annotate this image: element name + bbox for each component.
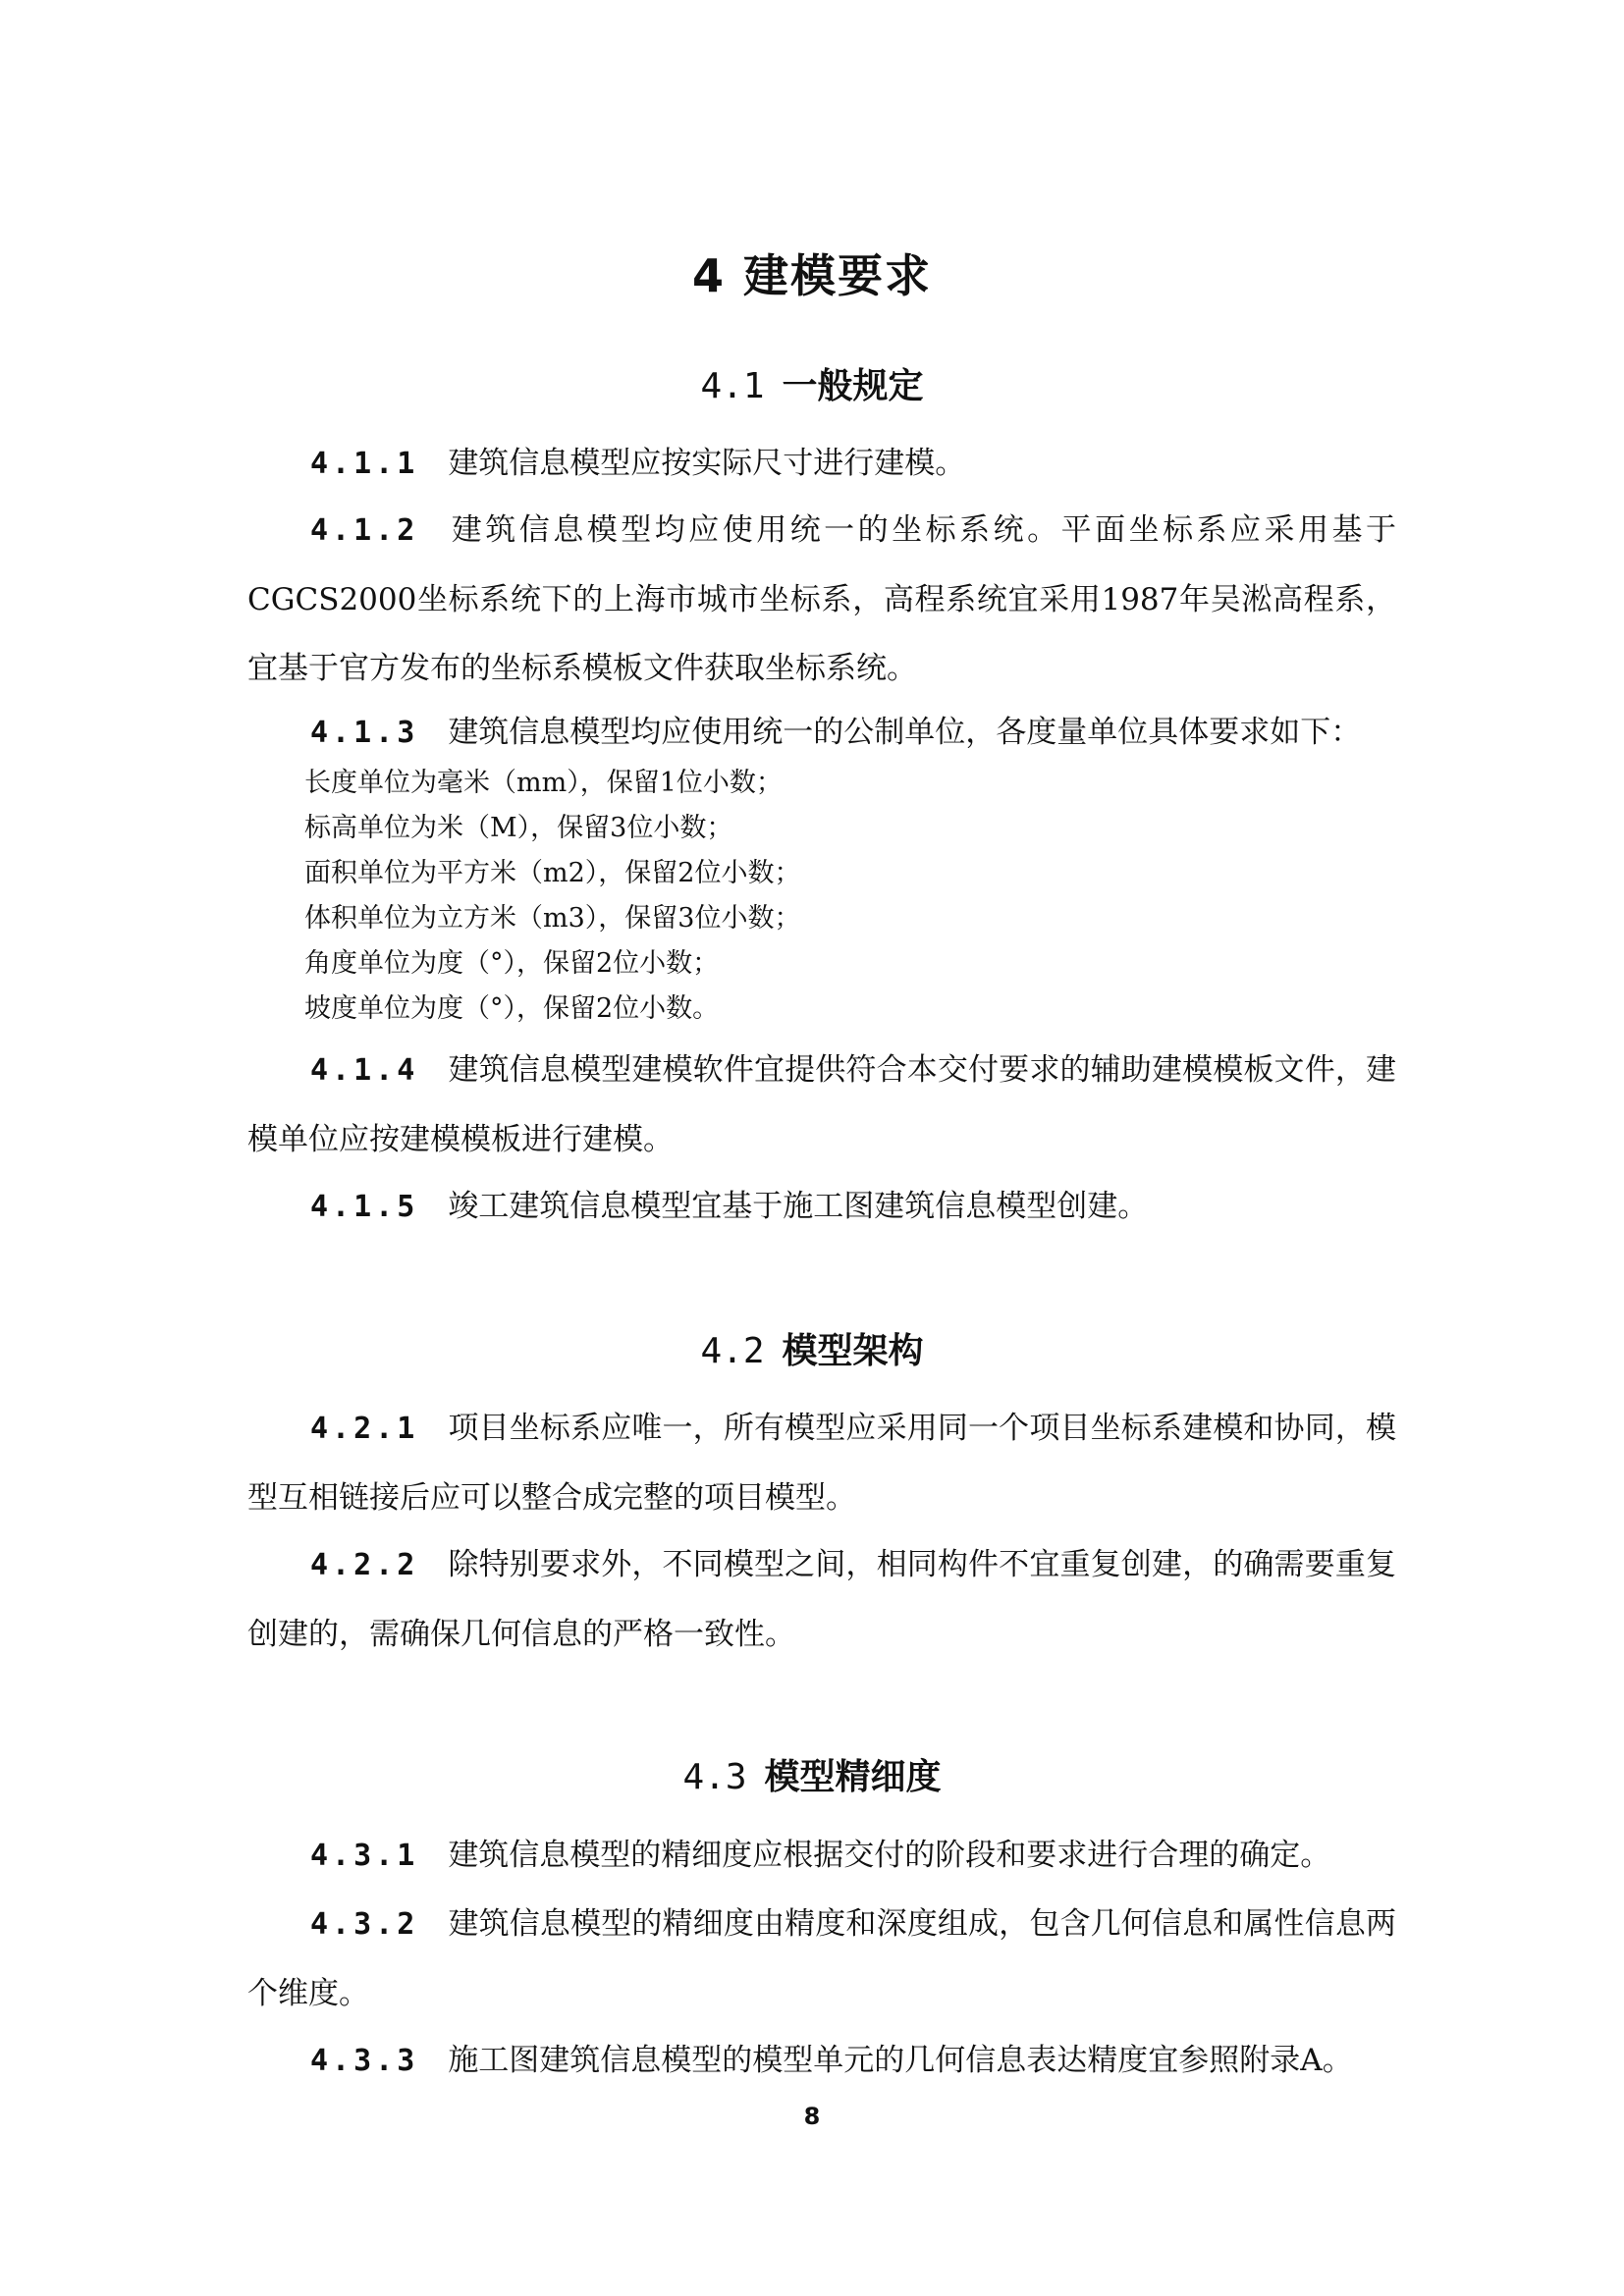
section-heading-4-1 (0, 358, 1624, 408)
unit-item-volume: 体积单位为立方米（m3），保留3位小数； (304, 903, 801, 934)
clause-text: 建筑信息模型均应使用统一的公制单位，各度量单位具体要求如下： (448, 715, 1362, 750)
section-title: 一般规定 (782, 366, 924, 406)
clause-text: 建筑信息模型建模软件宜提供符合本交付要求的辅助建模模板文件，建模单位应按建模模板进行建模。 (247, 1052, 1396, 1157)
clause-text: 建筑信息模型的精细度应根据交付的阶段和要求进行合理的确定。 (448, 1838, 1331, 1873)
clause-4-2-2 (247, 1530, 1396, 1669)
clause-4-3-3 (247, 2026, 1396, 2096)
section-heading-4-2 (0, 1323, 1624, 1373)
clause-4-3-2 (247, 1890, 1396, 2028)
section-title: 模型精细度 (764, 1757, 942, 1797)
clause-4-1-1 (247, 429, 1396, 499)
clause-number: 4.2.1 (310, 1412, 419, 1446)
unit-item-area: 面积单位为平方米（m2），保留2位小数； (304, 858, 801, 888)
page-number: 8 (803, 2103, 821, 2130)
clause-number: 4.1.2 (310, 513, 419, 548)
clause-number: 4.1.3 (310, 716, 419, 750)
clause-number: 4.1.5 (310, 1190, 419, 1224)
clause-4-1-3 (247, 698, 1396, 768)
clause-text: 施工图建筑信息模型的模型单元的几何信息表达精度宜参照附录A。 (448, 2043, 1353, 2078)
clause-number: 4.1.4 (310, 1053, 419, 1088)
section-title: 模型架构 (782, 1331, 924, 1371)
clause-number: 4.2.2 (310, 1548, 419, 1582)
section-number: 4.1 (700, 366, 765, 406)
clause-text: 除特别要求外，不同模型之间，相同构件不宜重复创建，的确需要重复创建的，需确保几何信息的严格一致性。 (247, 1547, 1396, 1652)
clause-4-1-4 (247, 1036, 1396, 1174)
unit-item-length: 长度单位为毫米（mm），保留1位小数； (304, 768, 783, 798)
clause-number: 4.3.2 (310, 1907, 419, 1942)
chapter-title: 4 建模要求 (691, 249, 933, 302)
unit-item-slope: 坡度单位为度（°），保留2位小数。 (304, 993, 720, 1024)
clause-text: 项目坐标系应唯一，所有模型应采用同一个项目坐标系建模和协同，模型互相链接后应可以整合成完整的项目模型。 (247, 1411, 1396, 1516)
unit-item-elevation: 标高单位为米（M），保留3位小数； (304, 813, 733, 843)
clause-text: 建筑信息模型应按实际尺寸进行建模。 (448, 446, 966, 481)
clause-text: 建筑信息模型的精细度由精度和深度组成，包含几何信息和属性信息两个维度。 (247, 1906, 1396, 2011)
clause-4-2-1 (247, 1394, 1396, 1532)
section-number: 4.2 (700, 1331, 765, 1371)
clause-4-1-5 (247, 1172, 1396, 1242)
section-number: 4.3 (682, 1757, 747, 1797)
unit-item-angle: 角度单位为度（°），保留2位小数； (304, 948, 720, 979)
clause-number: 4.3.3 (310, 2044, 419, 2078)
clause-number: 4.1.1 (310, 447, 419, 481)
clause-text: 建筑信息模型均应使用统一的坐标系统。平面坐标系应采用基于CGCS2000坐标系统下的上海市城市坐标系，高程系统宜采用1987年吴淞高程系，宜基于官方发布的坐标系模板文件获取坐标系统。 (247, 512, 1396, 686)
clause-4-1-2 (247, 496, 1396, 703)
clause-4-3-1 (247, 1821, 1396, 1891)
section-heading-4-3 (0, 1749, 1624, 1799)
clause-text: 竣工建筑信息模型宜基于施工图建筑信息模型创建。 (448, 1189, 1149, 1224)
clause-number: 4.3.1 (310, 1839, 419, 1873)
